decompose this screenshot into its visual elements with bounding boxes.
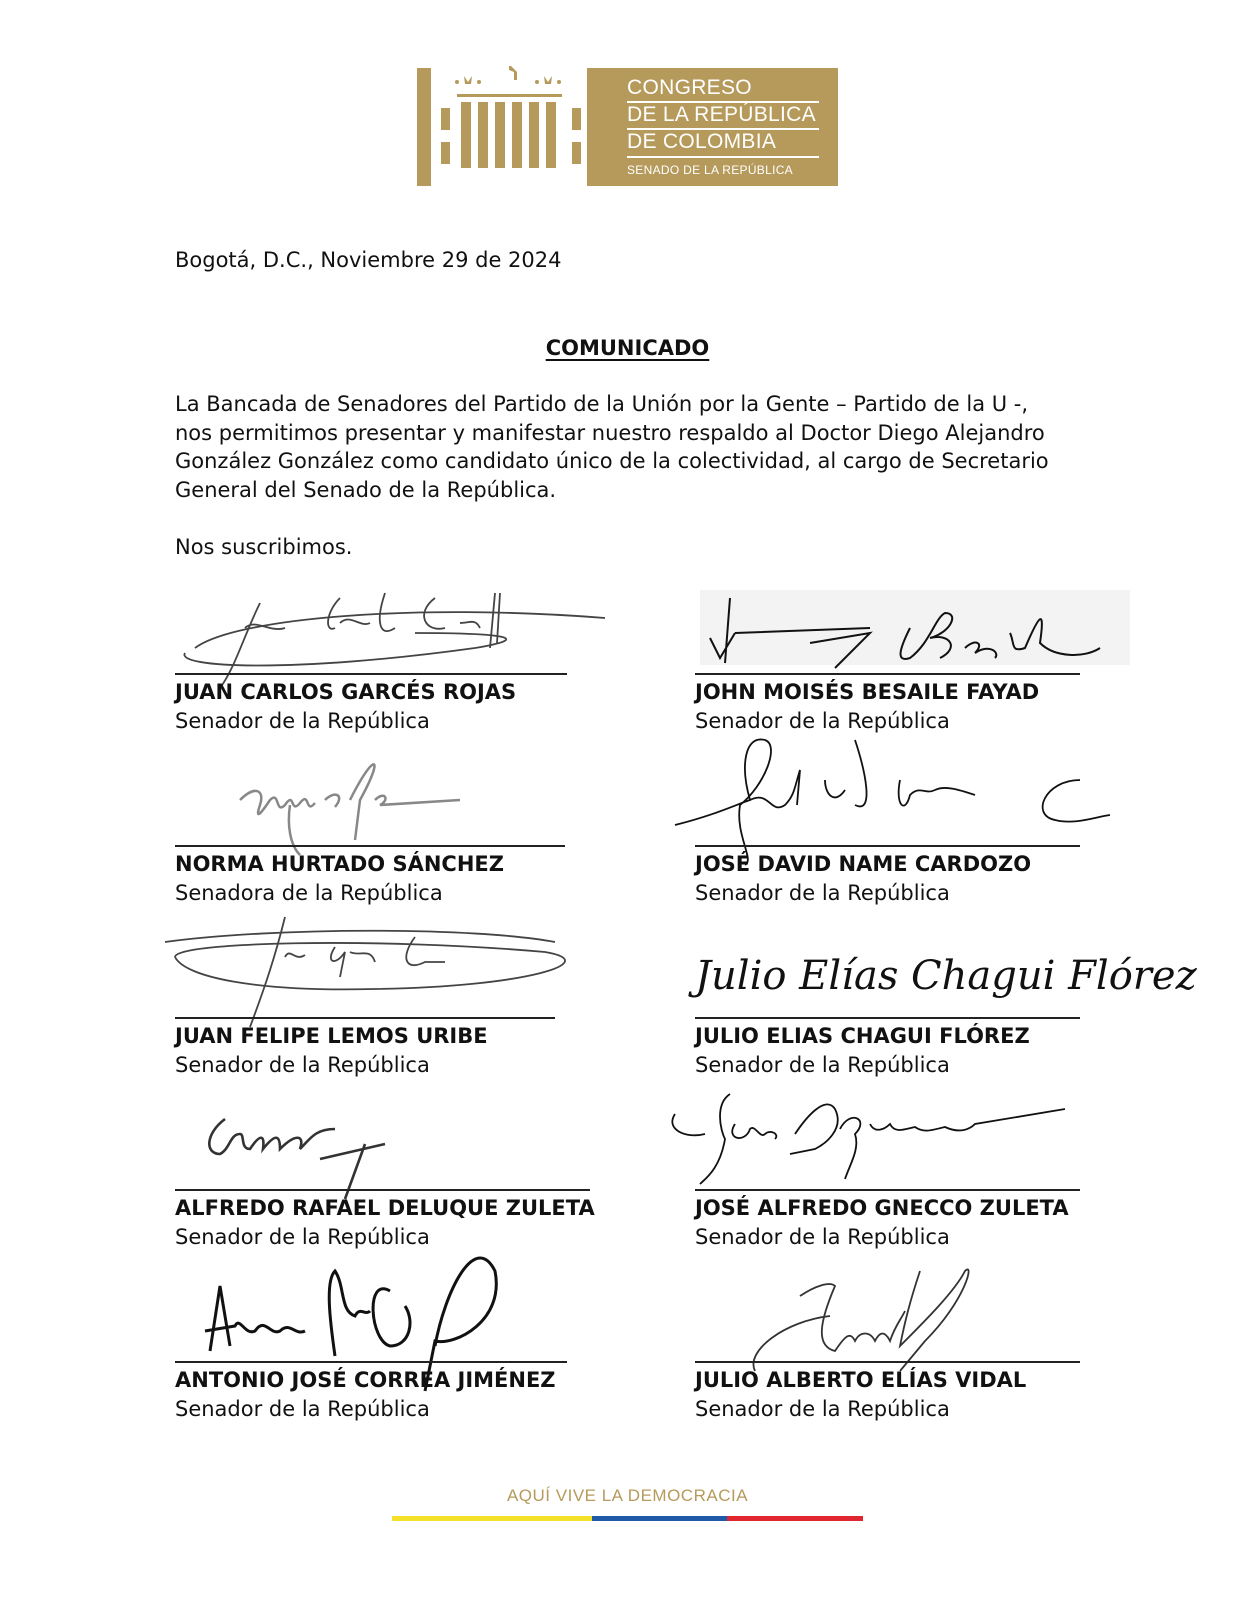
signature-line (175, 673, 567, 675)
signature-block (695, 573, 1135, 743)
signatory-role: Senador de la República (175, 709, 430, 733)
signature-block (175, 573, 615, 743)
logo-text-box (607, 68, 838, 186)
handwritten-signature (695, 1261, 1135, 1361)
congress-logo (417, 66, 838, 186)
signature-block (695, 917, 1197, 1087)
handwritten-signature (695, 1089, 1135, 1189)
handwritten-signature (175, 917, 615, 1017)
signature-line (695, 673, 1080, 675)
signatory-role: Senadora de la República (175, 881, 443, 905)
signature-block (695, 1089, 1135, 1259)
signature-block (175, 1261, 615, 1431)
signatory-name: JOSÉ ALFREDO GNECCO ZULETA (695, 1196, 1069, 1220)
body-line: General del Senado de la República. (175, 477, 557, 502)
signatory-name: ANTONIO JOSÉ CORREA JIMÉNEZ (175, 1368, 556, 1392)
document-title-text: COMUNICADO (545, 336, 710, 360)
signatory-name: JUAN CARLOS GARCÉS ROJAS (175, 680, 517, 704)
signature-block (695, 745, 1135, 915)
signatory-name: JULIO ALBERTO ELÍAS VIDAL (695, 1368, 1027, 1392)
signature-line (695, 1017, 1080, 1019)
signatory-role: Senador de la República (695, 1225, 950, 1249)
signature-line (175, 1361, 567, 1363)
handwritten-signature (695, 745, 1135, 845)
flag-blue-stripe (592, 1516, 727, 1521)
signature-line (175, 1017, 555, 1019)
handwritten-signature (175, 1089, 615, 1189)
signatory-name: JUAN FELIPE LEMOS URIBE (175, 1024, 488, 1048)
logo-republica: DE LA REPÚBLICA (627, 103, 816, 126)
signature-line (175, 1189, 590, 1191)
signatory-name: ALFREDO RAFAEL DELUQUE ZULETA (175, 1196, 595, 1220)
signatory-name: JULIO ELIAS CHAGUI FLÓREZ (695, 1024, 1030, 1048)
signatory-role: Senador de la República (695, 881, 950, 905)
document-body (175, 390, 1095, 504)
signatory-name: NORMA HURTADO SÁNCHEZ (175, 852, 504, 876)
body-line: González González como candidato único de la colectividad, al cargo de Secretario (175, 449, 1049, 473)
handwritten-signature (695, 917, 1197, 1017)
signatory-role: Senador de la República (695, 1053, 950, 1077)
body-line: La Bancada de Senadores del Partido de la Unión por la Gente – Partido de la U -, (175, 392, 1029, 416)
document-date: Bogotá, D.C., Noviembre 29 de 2024 (175, 248, 562, 272)
footer-slogan: AQUÍ VIVE LA DEMOCRACIA (506, 1486, 749, 1505)
signature-block (175, 1089, 615, 1259)
signature-block (695, 1261, 1135, 1431)
handwritten-signature (175, 745, 615, 845)
signatory-role: Senador de la República (175, 1053, 430, 1077)
signatory-role: Senador de la República (175, 1225, 430, 1249)
handwritten-signature (175, 573, 615, 673)
body-line: nos permitimos presentar y manifestar nuestro respaldo al Doctor Diego Alejandro (175, 420, 1045, 445)
signature-block (175, 745, 615, 915)
svg-text:Julio Elías Chagui Flórez: Julio Elías Chagui Flórez (695, 953, 1197, 999)
signatory-name: JOHN MOISÉS BESAILE FAYAD (695, 680, 1040, 704)
handwritten-signature (175, 1261, 615, 1361)
signatory-role: Senador de la República (695, 1397, 950, 1421)
signature-line (695, 1189, 1080, 1191)
signature-line (695, 845, 1080, 847)
logo-senado: SENADO DE LA REPÚBLICA (627, 163, 793, 177)
signatory-role: Senador de la República (695, 709, 950, 733)
flag-red-stripe (727, 1516, 863, 1521)
logo-colombia: DE COLOMBIA (627, 130, 777, 153)
signature-line (695, 1361, 1080, 1363)
signatory-role: Senador de la República (175, 1397, 430, 1421)
logo-congreso: CONGRESO (627, 76, 752, 99)
signature-line (175, 845, 565, 847)
handwritten-signature (695, 573, 1135, 673)
logo-divider (627, 156, 819, 158)
colombian-flag-bar (392, 1516, 863, 1521)
flag-yellow-stripe (392, 1516, 592, 1521)
closing-text: Nos suscribimos. (175, 535, 353, 559)
document-title (0, 336, 1255, 360)
capitol-building-icon (417, 66, 607, 186)
signatory-name: JOSÉ DAVID NAME CARDOZO (695, 852, 1032, 876)
signature-block (175, 917, 615, 1087)
